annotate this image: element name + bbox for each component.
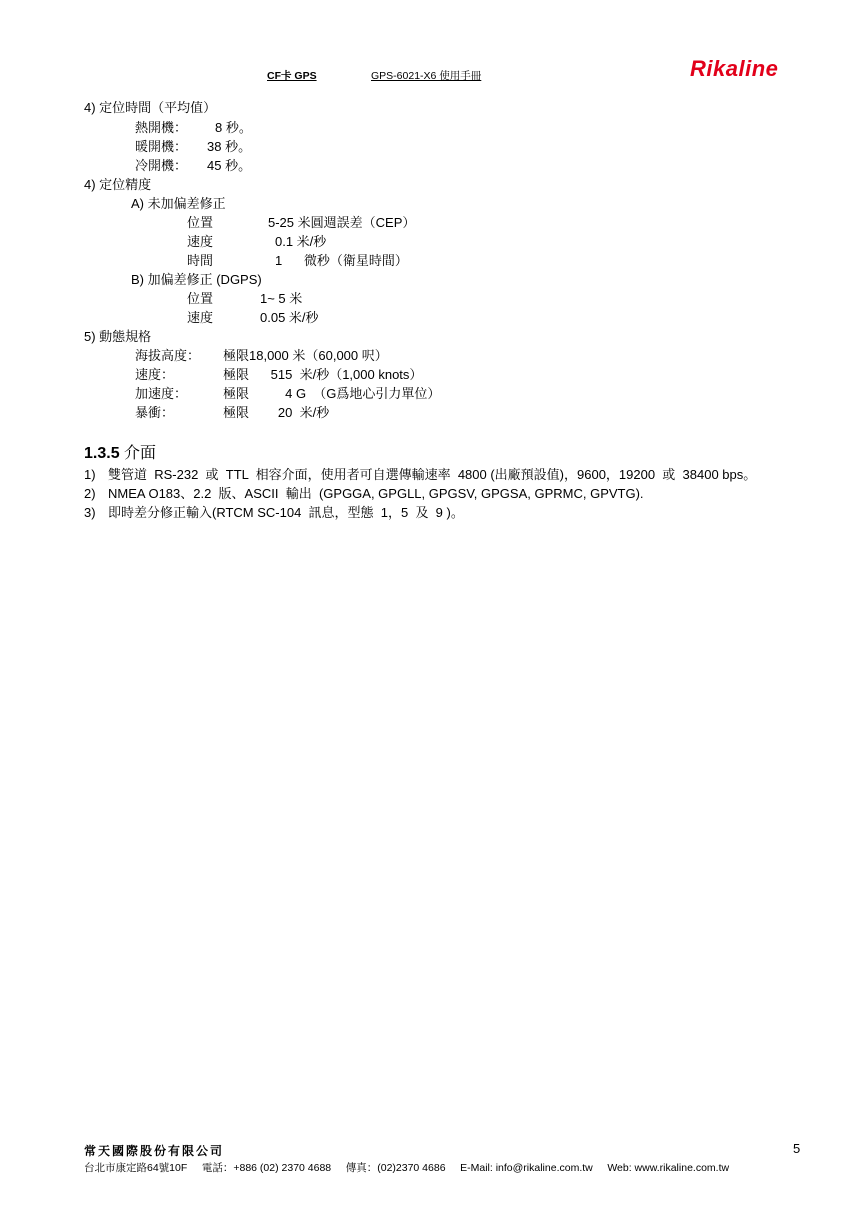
accuracy-heading: 4) 定位精度 [84,177,152,192]
accuracy-label: 時間 [187,253,214,268]
accuracy-value: 1~ 5 米 [260,291,303,306]
accuracy-value: 0.1 米/秒 [275,234,327,249]
page-number: 5 [793,1141,801,1156]
accuracy-label: 速度 [187,234,214,249]
accuracy-label: 位置 [187,291,214,306]
accuracy-sub-b: B) 加偏差修正 (DGPS) [131,272,262,287]
accuracy-value: 0.05 米/秒 [260,310,319,325]
list-item-num: 2) [84,486,96,501]
dynamics-label: 加速度： [135,386,188,401]
dynamics-label: 海拔高度： [135,348,201,363]
list-item-num: 1) [84,467,96,482]
doc-subtitle: GPS-6021-X6 使用手冊 [371,70,482,82]
brand-logo: Rikaline [690,56,779,81]
section-title: 介面 [124,445,157,462]
fix-time-heading: 4) 定位時間（平均值） [84,100,217,115]
footer-company: 常天國際股份有限公司 [84,1144,225,1158]
section-heading [84,445,156,463]
dynamics-value: 極限18,000 米（60,000 呎） [223,348,388,363]
accuracy-label: 速度 [187,310,214,325]
list-item-text: 雙管道 RS-232 或 TTL 相容介面，使用者可自選傳輸速率 4800 (出廠預設值)，9600，19200 或 38400 bps。 [108,467,757,482]
doc-title: CF卡 GPS [267,70,317,82]
accuracy-label: 位置 [187,215,214,230]
dynamics-value: 極限 515 米/秒（1,000 knots） [223,367,423,382]
fix-time-label: 暖開機： [135,139,188,154]
dynamics-label: 速度： [135,367,175,382]
fix-time-value: 45 秒。 [207,158,252,173]
dynamics-heading: 5) 動態規格 [84,329,152,344]
footer-address: 台北市康定路64號10F 電話：+886 (02) 2370 4688 傳真：(02)2370 4686 E-Mail: info@rikaline.com.tw Web: www.rikaline.com.tw [84,1162,730,1174]
dynamics-value: 極限 4 G （G爲地心引力單位） [223,386,441,401]
fix-time-label: 冷開機： [135,158,188,173]
list-item-text: NMEA O183、2.2 版、ASCII 輸出 (GPGGA, GPGLL, GPGSV, GPGSA, GPRMC, GPVTG). [108,486,644,501]
section-number: 1.3.5 [84,445,120,462]
dynamics-value: 極限 20 米/秒 [223,405,330,420]
fix-time-label: 熱開機： [135,120,188,135]
accuracy-sub-a: A) 未加偏差修正 [131,196,226,211]
accuracy-value: 5-25 米圓週誤差（CEP） [268,215,416,230]
list-item-text: 即時差分修正輸入(RTCM SC-104 訊息，型態 1，5 及 9 )。 [108,505,464,520]
dynamics-label: 暴衝： [135,405,175,420]
list-item-num: 3) [84,505,96,520]
fix-time-value: 8 秒。 [215,120,252,135]
fix-time-value: 38 秒。 [207,139,252,154]
accuracy-value: 1 微秒（衛星時間） [275,253,408,268]
